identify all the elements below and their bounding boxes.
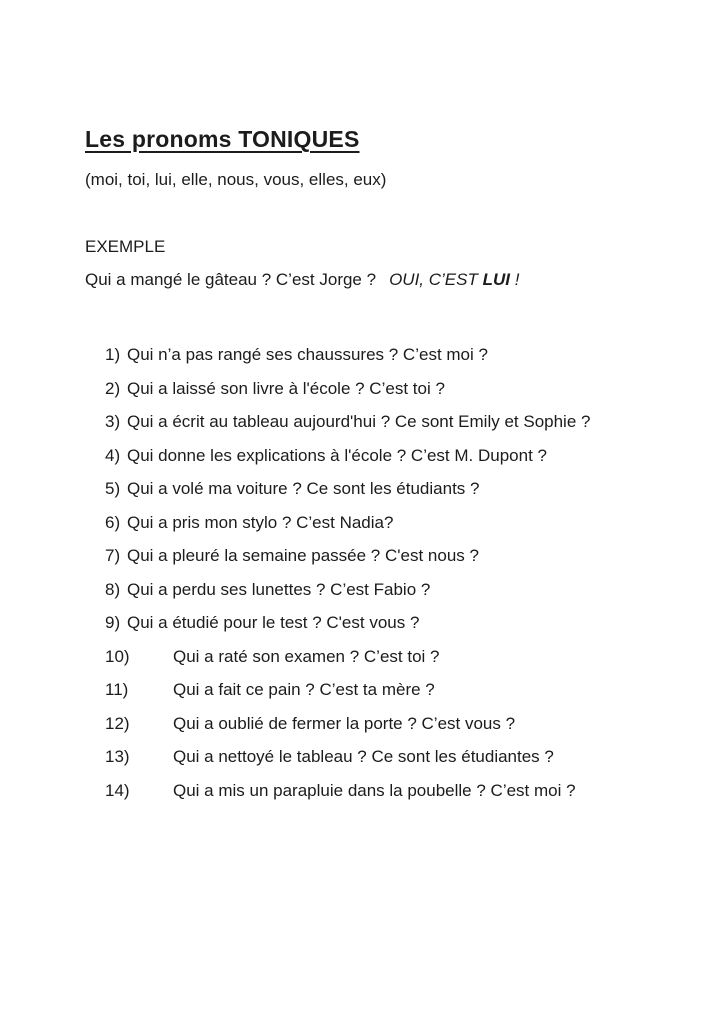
item-number: 7) — [105, 546, 121, 565]
item-number: 1) — [105, 345, 121, 364]
list-item — [105, 707, 625, 741]
item-text: Qui a écrit au tableau aujourd'hui ? Ce sont Emily et Sophie ? — [127, 412, 591, 431]
list-item — [105, 740, 625, 774]
item-number: 10) — [105, 646, 130, 666]
item-text: Qui a pris mon stylo ? C’est Nadia? — [127, 512, 394, 532]
pronoun-list-subtitle: (moi, toi, lui, elle, nous, vous, elles, eux) — [85, 170, 387, 189]
list-item — [105, 405, 625, 439]
example-answer-tail: ! — [514, 270, 520, 289]
list-item — [105, 439, 625, 473]
item-number: 9) — [105, 613, 121, 632]
example-question: Qui a mangé le gâteau ? C’est Jorge ? — [85, 270, 377, 289]
list-item — [105, 472, 625, 506]
item-text: Qui a fait ce pain ? C’est ta mère ? — [173, 680, 435, 699]
item-text: Qui a nettoyé le tableau ? Ce sont les étudiantes ? — [173, 747, 554, 766]
example-label: EXEMPLE — [85, 237, 166, 256]
item-number: 13) — [105, 747, 130, 766]
item-text: Qui a volé ma voiture ? Ce sont les étudiants ? — [127, 479, 480, 498]
list-item — [105, 573, 625, 607]
list-item — [105, 372, 625, 406]
item-text: Qui a mis un parapluie dans la poubelle ? C’est moi ? — [173, 780, 576, 800]
item-number: 3) — [105, 412, 121, 431]
list-item — [105, 774, 625, 808]
item-text: Qui n’a pas rangé ses chaussures ? C’est moi ? — [127, 345, 488, 364]
item-number: 5) — [105, 479, 121, 498]
item-number: 6) — [105, 512, 121, 532]
item-text: Qui a étudié pour le test ? C'est vous ? — [127, 613, 420, 632]
list-item — [105, 539, 625, 573]
item-number: 14) — [105, 780, 130, 800]
item-number: 2) — [105, 378, 121, 398]
page-title: Les pronoms TONIQUES — [85, 126, 360, 152]
item-text: Qui a raté son examen ? C’est toi ? — [173, 646, 440, 666]
example-sentence — [85, 268, 724, 292]
item-text: Qui a laissé son livre à l'école ? C’est toi ? — [127, 378, 445, 398]
item-number: 12) — [105, 713, 130, 733]
item-number: 8) — [105, 579, 121, 599]
list-item — [105, 338, 625, 372]
item-text: Qui a perdu ses lunettes ? C’est Fabio ? — [127, 579, 431, 599]
item-text: Qui a oublié de fermer la porte ? C’est vous ? — [173, 713, 516, 733]
example-answer-italic: OUI, C’EST — [389, 270, 478, 289]
item-number: 11) — [105, 680, 129, 699]
example-answer-bold: LUI — [482, 270, 510, 289]
item-text: Qui donne les explications à l'école ? C’est M. Dupont ? — [127, 445, 547, 465]
question-list — [105, 338, 625, 807]
item-number: 4) — [105, 445, 121, 465]
list-item — [105, 506, 625, 540]
list-item — [105, 606, 625, 640]
item-text: Qui a pleuré la semaine passée ? C'est nous ? — [127, 546, 479, 565]
list-item — [105, 673, 625, 707]
list-item — [105, 640, 625, 674]
